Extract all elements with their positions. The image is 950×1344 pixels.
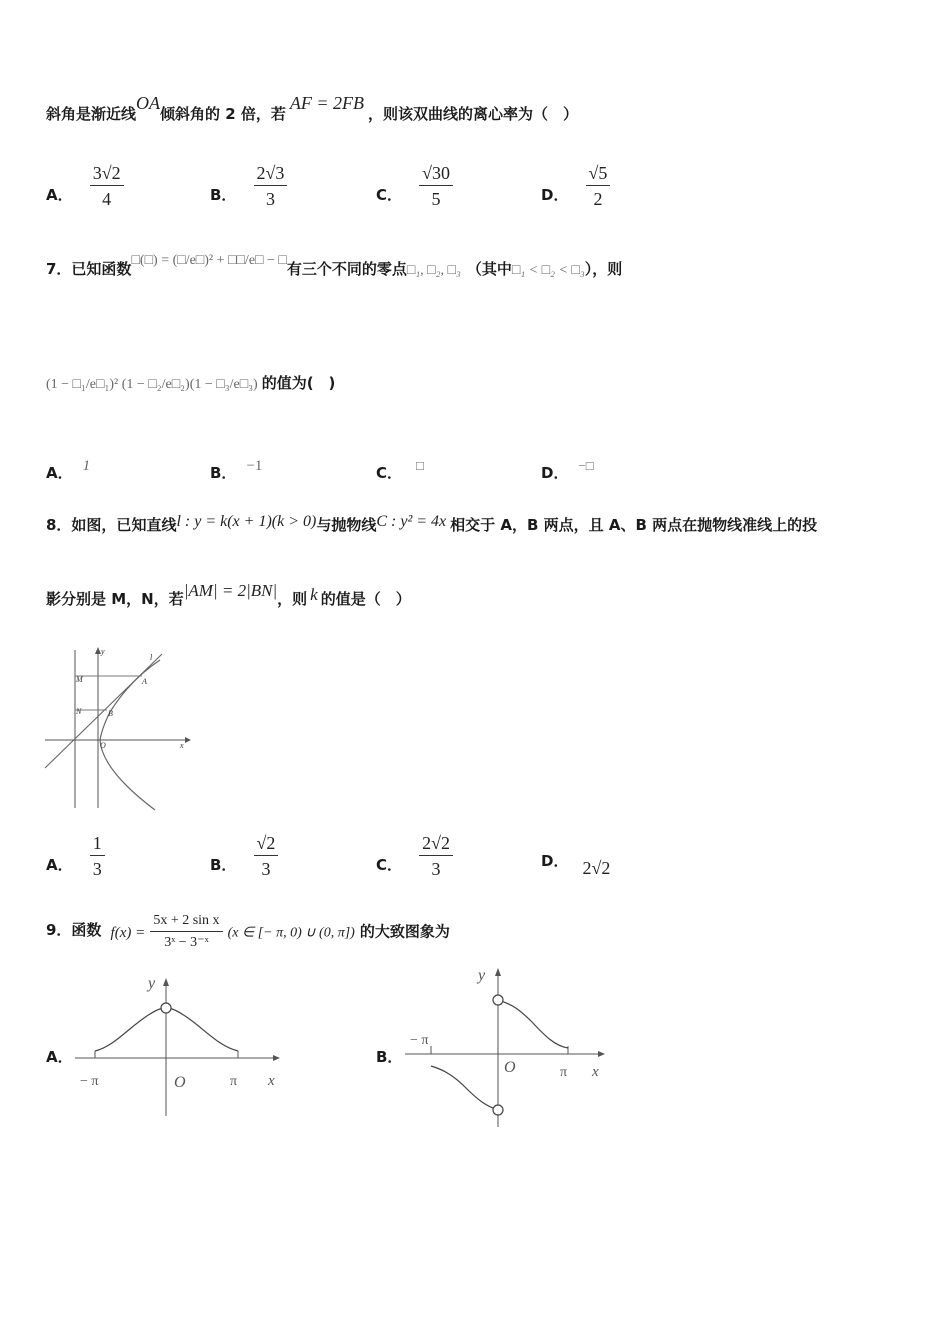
q8-label-y: y (101, 647, 105, 656)
q8-stem-d: 影分别是 M，N，若 (46, 590, 184, 608)
q9a-label-neg-pi: − π (80, 1074, 99, 1089)
q8-option-a-den: 3 (92, 859, 102, 879)
q6-option-b[interactable] (210, 162, 287, 210)
q9b-label-o: O (504, 1059, 516, 1076)
q9a-label-x: x (268, 1073, 275, 1089)
q9-num: 5x + 2 sin x (150, 912, 222, 932)
q8-x-arrow (185, 737, 191, 743)
q7-option-b[interactable] (210, 458, 263, 482)
q6-option-b-den: 3 (265, 189, 275, 209)
q6-option-a[interactable] (46, 162, 124, 210)
q8-option-b-num: √2 (254, 832, 279, 856)
q9b-open-point-bottom (493, 1105, 503, 1115)
q6-stem-a: 斜角是渐近线 (46, 105, 137, 123)
q8-option-b-frac (254, 832, 279, 880)
q8-option-a[interactable] (46, 832, 105, 880)
q8-stem-c: 相交于 A，B 两点，且 A、B 两点在抛物线准线上的投 (450, 516, 818, 534)
q7-option-b-label: B． (210, 464, 237, 482)
q8-option-a-frac (90, 832, 105, 880)
q7-func: □(□) = (□/e□)² + □□/e□ − □ (131, 253, 287, 268)
q6-option-b-frac (254, 162, 288, 210)
q9a-label-y: y (148, 975, 156, 992)
q8-option-d-label: D． (541, 852, 569, 870)
q8-option-d[interactable] (541, 850, 611, 878)
q8-option-b-den: 3 (261, 859, 271, 879)
q9a-x-arrow (273, 1055, 280, 1061)
q9b-label-y: y (478, 967, 486, 984)
q9-stem (46, 912, 450, 952)
q8-parabola: C : y² = 4x (376, 513, 447, 530)
q7-expr: (1 − □₁/e□₁)² (1 − □₂/e□₂)(1 − □₃/e□₃) (46, 377, 258, 392)
q7-option-a-value: 1 (82, 458, 91, 474)
q8-label-l: l (150, 653, 153, 662)
q6-option-c[interactable] (376, 162, 453, 210)
q9-frac (150, 912, 222, 952)
q9-option-b-label: B． (376, 1048, 403, 1066)
q8-option-a-num: 1 (90, 832, 105, 856)
q8-parabola-curve (100, 660, 160, 810)
q9b-x-arrow (598, 1051, 605, 1057)
q9-graph-b (400, 962, 615, 1132)
q7-option-a-label: A． (46, 464, 73, 482)
q9b-curve-left (431, 1066, 498, 1110)
q8-stem-line1 (46, 514, 817, 535)
q8-stem-e: ，则 (277, 590, 308, 608)
q8-label-a: A (142, 677, 147, 686)
q6-option-d-den: 2 (593, 189, 603, 209)
q8-option-d-value: 2√2 (582, 858, 611, 878)
q9-func-lhs: f(x) = (110, 924, 146, 941)
q6-option-b-label: B． (210, 185, 237, 204)
q6-option-b-num: 2√3 (254, 162, 288, 186)
q9b-label-pi: π (560, 1065, 568, 1080)
q8-option-c[interactable] (376, 832, 453, 880)
q8-label-x: x (180, 741, 184, 750)
q7-option-d[interactable] (541, 458, 594, 482)
q6-option-d-frac (586, 162, 611, 210)
q9-option-b[interactable] (376, 1046, 402, 1067)
q6-option-c-frac (419, 162, 453, 210)
q8-option-b-label: B． (210, 855, 237, 874)
q6-oa: OA (136, 93, 161, 113)
q7-stem-c: ），则 (584, 260, 623, 278)
q7-option-c-label: C． (376, 464, 403, 482)
q6-stem (46, 93, 579, 124)
q8-figure (40, 640, 200, 820)
q6-option-c-den: 5 (431, 189, 441, 209)
q8-cond: |AM| = 2|BN| (183, 581, 278, 600)
q7-option-d-label: D． (541, 464, 569, 482)
q7-zeros: □₁, □₂, □₃ (406, 263, 461, 278)
q9-domain: (x ∈ [− π, 0) ∪ (0, π]) (227, 925, 355, 941)
q8-option-b[interactable] (210, 832, 278, 880)
q8-stem-line2 (46, 581, 411, 609)
q7-number: 7．已知函数 (46, 260, 132, 278)
q8-option-c-frac (419, 832, 453, 880)
q6-option-a-label: A． (46, 185, 73, 204)
q8-line-l (45, 654, 162, 768)
q9a-y-arrow (163, 978, 169, 986)
q7-option-d-value: −□ (578, 458, 594, 473)
q9b-open-point-top (493, 995, 503, 1005)
q7-expression (46, 372, 335, 393)
q9-graph-a (70, 966, 285, 1121)
q8-option-c-den: 3 (431, 859, 441, 879)
q7-stem-b: 有三个不同的零点 (286, 260, 407, 278)
q8-k: k (310, 585, 318, 604)
q9-den: 3ˣ − 3⁻ˣ (164, 935, 209, 950)
q7-option-a[interactable] (46, 458, 91, 482)
q6-option-a-num: 3√2 (90, 162, 124, 186)
q8-option-a-label: A． (46, 855, 73, 874)
q6-option-d-num: √5 (586, 162, 611, 186)
q7-expr-tail: 的值为( ) (261, 374, 336, 392)
q9a-label-pi: π (230, 1074, 238, 1089)
q8-number: 8．如图，已知直线 (46, 516, 177, 534)
q6-option-d-label: D． (541, 185, 569, 204)
q8-label-b: B (108, 709, 113, 718)
q9b-curve-right (498, 1000, 568, 1048)
q9a-label-o: O (174, 1074, 186, 1091)
q8-label-n: N (76, 707, 82, 716)
q7-option-c[interactable] (376, 458, 424, 482)
q6-stem-b: 倾斜角的 2 倍，若 (160, 105, 286, 123)
q8-stem-f: 的值是（ ） (320, 590, 411, 608)
q9-number: 9．函数 (46, 920, 102, 939)
q9-option-a[interactable] (46, 1046, 73, 1067)
q6-stem-c: ，则该双曲线的离心率为（ ） (368, 105, 579, 123)
q6-option-c-label: C． (376, 185, 403, 204)
q6-af-eq: AF = 2FB (289, 93, 365, 113)
q8-label-m: M (76, 675, 83, 684)
q8-option-c-label: C． (376, 855, 403, 874)
q6-option-a-den: 4 (102, 189, 112, 209)
q6-option-a-frac (90, 162, 124, 210)
q6-option-d[interactable] (541, 162, 610, 210)
q9a-open-point (161, 1003, 171, 1013)
q7-option-c-value: □ (416, 458, 424, 473)
q9b-y-arrow (495, 968, 501, 976)
q7-order: □₁ < □₂ < □₃ (511, 263, 585, 278)
q9-option-a-label: A． (46, 1048, 73, 1066)
q8-option-c-num: 2√2 (419, 832, 453, 856)
q8-line-eq: l : y = k(x + 1)(k > 0) (176, 513, 317, 530)
q9b-label-x: x (592, 1064, 599, 1080)
q7-option-b-value: −1 (246, 458, 263, 474)
q6-option-c-num: √30 (419, 162, 453, 186)
q9-stem-b: 的大致图象为 (359, 922, 450, 941)
q8-label-o: O (100, 741, 106, 750)
q9b-label-neg-pi: − π (410, 1033, 429, 1048)
q7-stem (46, 253, 623, 279)
q8-stem-b: 与抛物线 (316, 516, 377, 534)
q7-paren: （其中 (466, 260, 512, 278)
